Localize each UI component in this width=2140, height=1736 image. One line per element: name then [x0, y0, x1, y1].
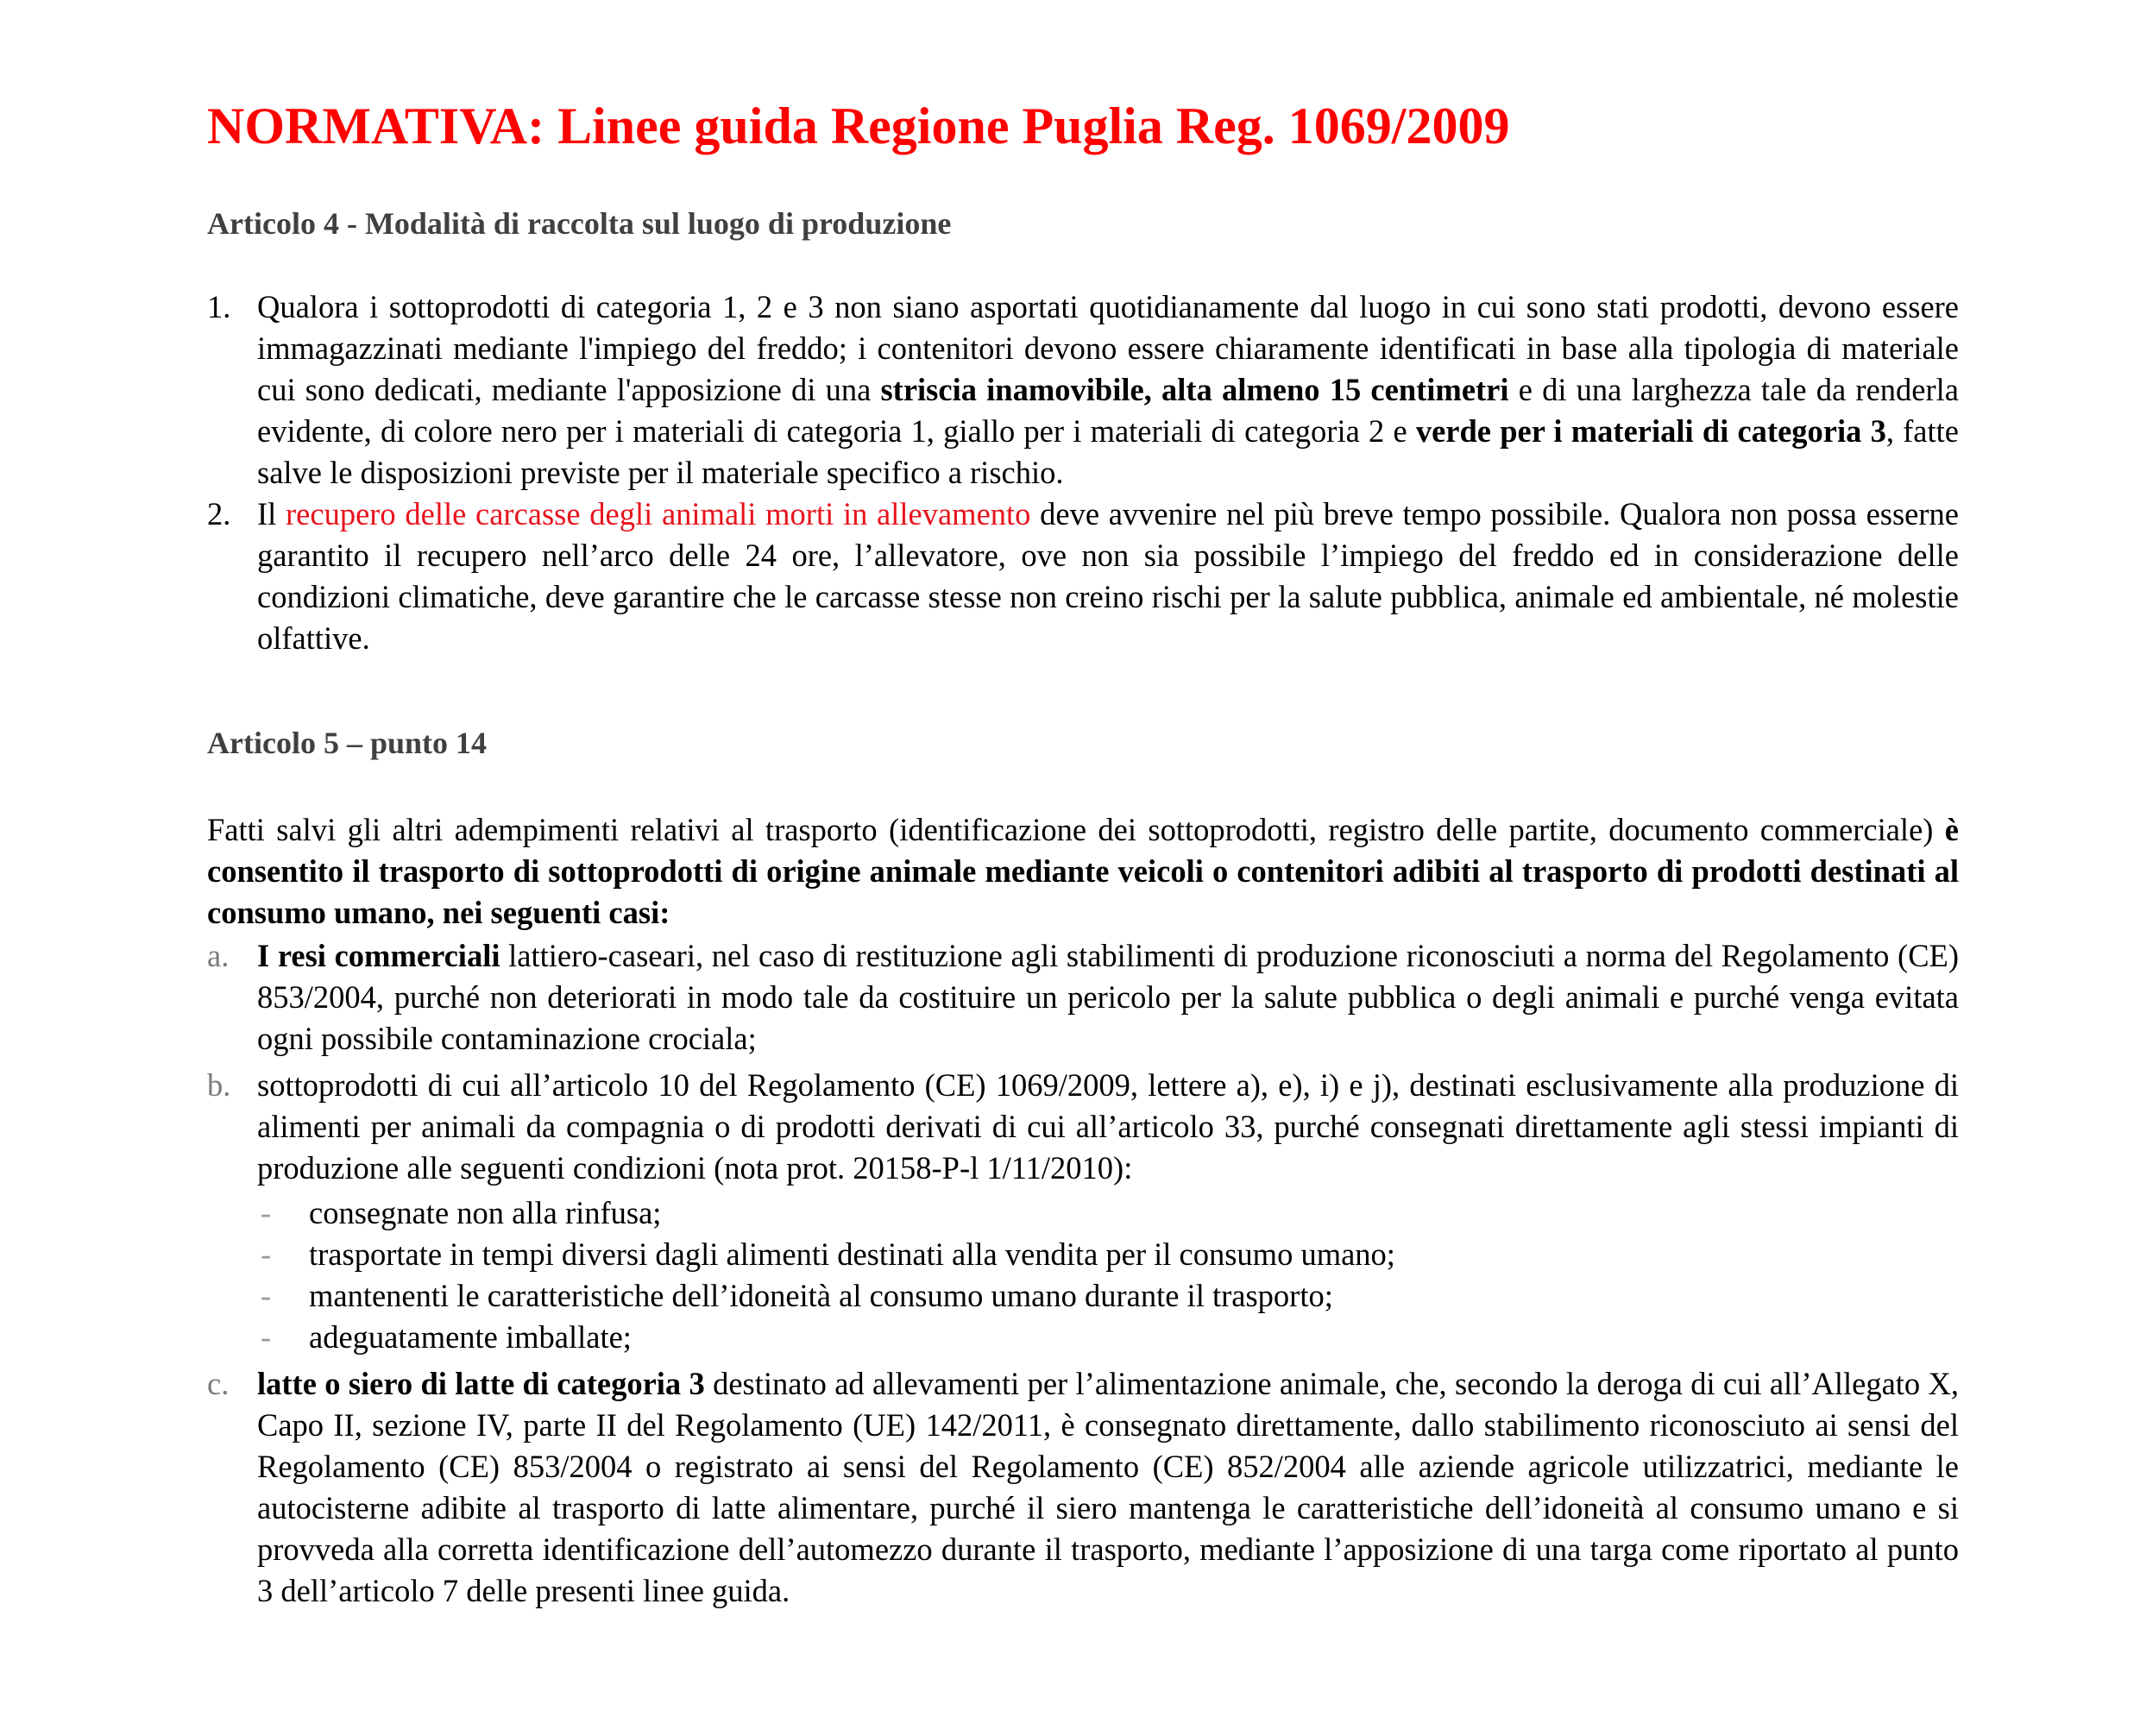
- article-5-intro: Fatti salvi gli altri adempimenti relativi al trasporto (identificazione dei sottoprodotti, registro delle partite, documento commerciale) è consentito il trasporto di sottoprodotti di origine animale mediante veicoli o contenitori adibiti al trasporto di prodotti destinati al consumo umano, nei seguenti casi:: [207, 812, 1959, 930]
- dash-marker: -: [261, 1236, 272, 1272]
- article-5-item-b: b. sottoprodotti di cui all’articolo 10 del Regolamento (CE) 1069/2009, lettere a), e), i) e j), destinati esclusivamente alla produzione di alimenti per animali da compagnia o di prodotti derivati di cui all’articolo 33, purché consegnati direttamente agli stessi impianti di produzione alle seguenti condizioni (nota prot. 20158-P-l 1/11/2010):: [207, 1065, 1959, 1189]
- bold-phrase: latte o siero di latte di categoria 3: [257, 1366, 705, 1401]
- dash-marker: -: [261, 1278, 272, 1313]
- article-5-subitem: - adeguatamente imballate;: [207, 1317, 1959, 1358]
- dash-marker: -: [261, 1195, 272, 1230]
- list-marker: b.: [207, 1067, 231, 1103]
- list-marker: 2.: [207, 496, 231, 531]
- bold-phrase: verde per i materiali di categoria 3: [1415, 413, 1886, 449]
- bold-phrase: I resi commerciali: [257, 938, 500, 973]
- article-5-subitem: - consegnate non alla rinfusa;: [207, 1192, 1959, 1234]
- article-5-subitem: - mantenenti le caratteristiche dell’idoneità al consumo umano durante il trasporto;: [207, 1275, 1959, 1317]
- document-title: NORMATIVA: Linee guida Regione Puglia Reg. 1069/2009: [207, 97, 1510, 154]
- bold-phrase: striscia inamovibile, alta almeno 15 centimetri: [880, 372, 1509, 407]
- article-5-item-c: c. latte o siero di latte di categoria 3 destinato ad allevamenti per l’alimentazione animale, che, secondo la deroga di cui all’Allegato X, Capo II, sezione IV, parte II del Regolamento (UE) 142/2011, è consegnato direttamente, dallo stabilimento riconosciuto ai sensi del Regolamento (CE) 853/2004 o registrato ai sensi del Regolamento (CE) 852/2004 alle aziende agricole utilizzatrici, mediante le autocisterne adibite al trasporto di latte alimentare, purché il siero mantenga le caratteristiche dell’idoneità al consumo umano e si provveda alla corretta identificazione dell’automezzo durante il trasporto, mediante l’apposizione di una targa come riportato al punto 3 dell’articolo 7 delle presenti linee guida.: [207, 1363, 1959, 1612]
- highlighted-phrase: recupero delle carcasse degli animali morti in allevamento: [286, 496, 1031, 531]
- list-marker: a.: [207, 938, 230, 973]
- article-4-item-2: 2. Il recupero delle carcasse degli animali morti in allevamento deve avvenire nel più breve tempo possibile. Qualora non possa esserne garantito il recupero nell’arco delle 24 ore, l’allevatore, ove non sia possibile l’impiego del freddo ed in considerazione delle condizioni climatiche, deve garantire che le carcasse stesse non creino rischi per la salute pubblica, animale ed ambientale, né molestie olfattive.: [207, 494, 1959, 659]
- list-marker: c.: [207, 1366, 230, 1401]
- article-5-item-a: a. I resi commerciali lattiero-caseari, nel caso di restituzione agli stabilimenti di produzione riconosciuti a norma del Regolamento (CE) 853/2004, purché non deteriorati in modo tale da costituire un pericolo per la salute pubblica o degli animali e purché venga evitata ogni possibile contaminazione crociala;: [207, 935, 1959, 1060]
- bold-phrase: è consentito il trasporto di sottoprodotti di origine animale mediante veicoli o contenitori adibiti al trasporto di prodotti destinati al consumo umano, nei seguenti casi:: [207, 812, 1959, 930]
- article-5-heading: Articolo 5 – punto 14: [207, 726, 487, 760]
- list-marker: 1.: [207, 289, 231, 324]
- article-5-list: [207, 935, 1959, 1612]
- article-4-heading: Articolo 4 - Modalità di raccolta sul luogo di produzione: [207, 206, 952, 241]
- article-4-list: [207, 286, 1959, 659]
- dash-marker: -: [261, 1319, 272, 1355]
- article-5-subitem: - trasportate in tempi diversi dagli alimenti destinati alla vendita per il consumo umano;: [207, 1234, 1959, 1275]
- article-4-item-1: 1. Qualora i sottoprodotti di categoria 1, 2 e 3 non siano asportati quotidianamente dal luogo in cui sono stati prodotti, devono essere immagazzinati mediante l'impiego del freddo; i contenitori devono essere chiaramente identificati in base alla tipologia di materiale cui sono dedicati, mediante l'apposizione di una striscia inamovibile, alta almeno 15 centimetri e di una larghezza tale da renderla evidente, di colore nero per i materiali di categoria 1, giallo per i materiali di categoria 2 e verde per i materiali di categoria 3, fatte salve le disposizioni previste per il materiale specifico a rischio.: [207, 286, 1959, 494]
